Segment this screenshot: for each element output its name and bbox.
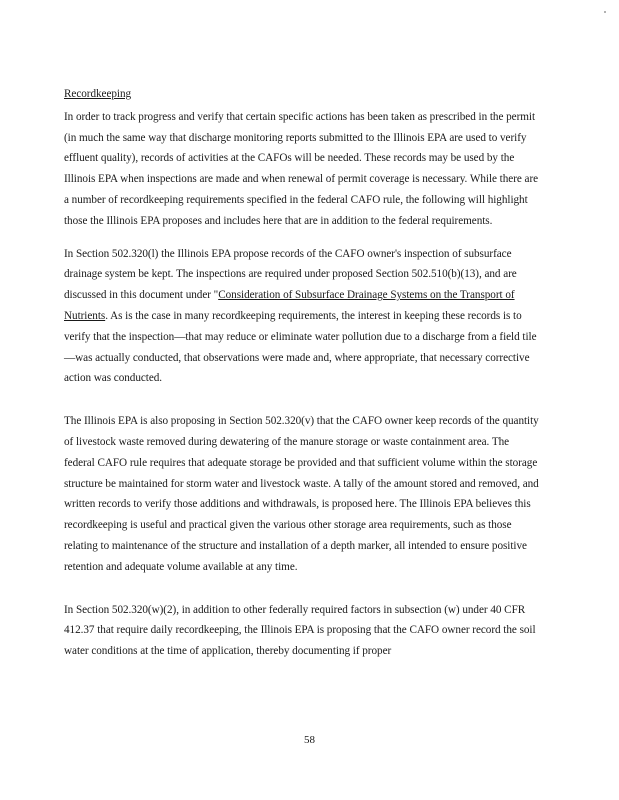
paragraph-soil-water-conditions: In Section 502.320(w)(2), in addition to other federally required factors in subsection (w) under 40 CFR 412.37 that require daily recordkeeping, the Illinois EPA is proposing that the CAFO owner record the soil water conditions at the time of application, thereby documenting if proper	[64, 603, 536, 658]
document-body	[64, 84, 542, 662]
paragraph-subsurface-drainage	[64, 244, 542, 390]
paragraph-text-before-link: In Section 502.320(l) the Illinois EPA propose records of the CAFO owner's inspection of subsurface drainage system be kept. The inspections are required under proposed Section 502.510(b)(13), and are discussed in this document under "	[64, 247, 517, 302]
paragraph-text-after-link: . As is the case in many recordkeeping requirements, the interest in keeping these records is to verify that the inspection—that may reduce or eliminate water pollution due to a discharge from a field tile—was actually conducted, that observations were made and, where appropriate, that necessary corrective action was conducted.	[64, 309, 537, 385]
page-number: 58	[304, 734, 315, 746]
section-heading: Recordkeeping	[64, 88, 132, 100]
subsurface-drainage-section-reference: Consideration of Subsurface Drainage Systems on the Transport of Nutrients	[64, 289, 515, 322]
paragraph-recordkeeping-intro: In order to track progress and verify that certain specific actions has been taken as prescribed in the permit (in much the same way that discharge monitoring reports submitted to the Illinois EPA are used to verify effluent quality), records of activities at the CAFOs will be needed. These records may be used by the Illinois EPA when inspections are made and when renewal of permit coverage is necessary. While there are a number of recordkeeping requirements specified in the federal CAFO rule, the following will highlight those the Illinois EPA proposes and includes here that are in addition to the federal requirements.	[64, 110, 539, 227]
scan-speck	[604, 11, 606, 13]
paragraph-livestock-waste-records: The Illinois EPA is also proposing in Section 502.320(v) that the CAFO owner keep records of the quantity of livestock waste removed during dewatering of the manure storage or waste containment area. The federal CAFO rule requires that adequate storage be provided and that sufficient volume within the storage structure be maintained for storm water and livestock waste. A tally of the amount stored and removed, and written records to verify those additions and withdrawals, is proposed here. The Illinois EPA believes this recordkeeping is useful and practical given the various other storage area requirements, such as those relating to maintenance of the structure and installation of a depth marker, all intended to ensure positive retention and adequate volume available at any time.	[64, 415, 539, 573]
